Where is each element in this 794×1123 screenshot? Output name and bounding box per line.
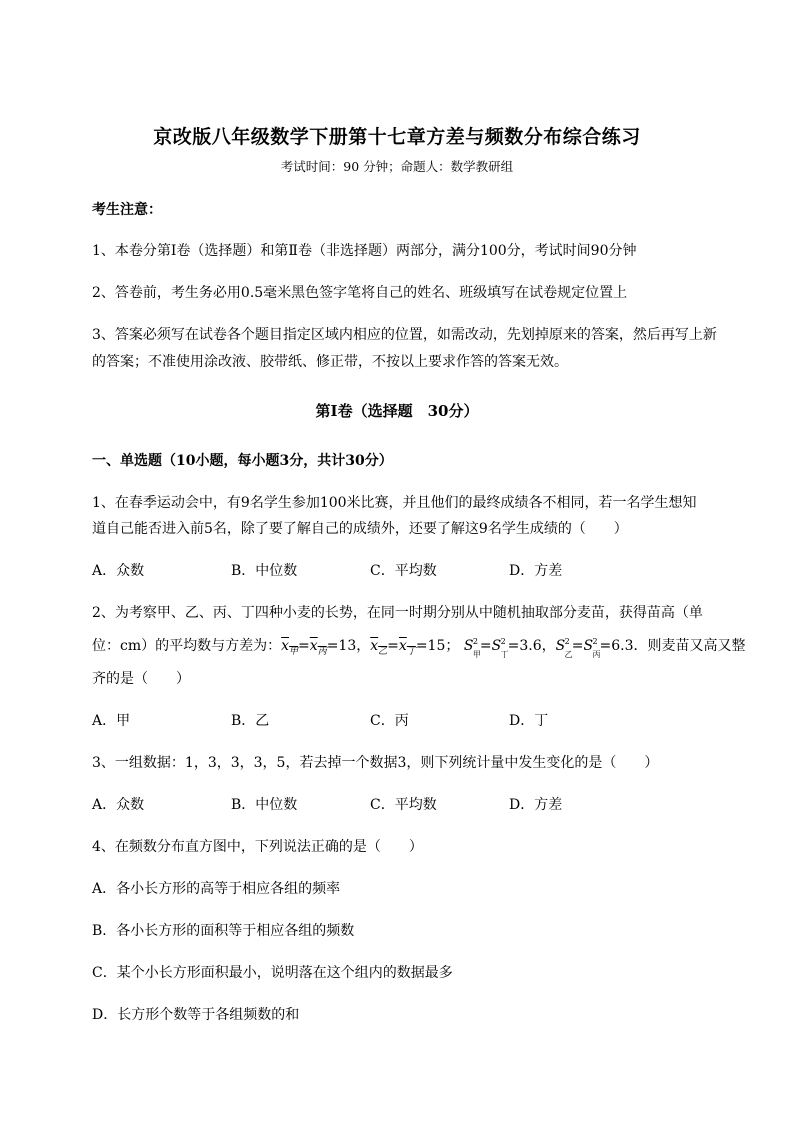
question-2-option-a[interactable]: A．甲 — [92, 713, 131, 729]
question-1-line-2: 道自己能否进入前5名，除了要了解自己的成绩外，还要了解这9名学生成绩的（ ） — [92, 521, 628, 537]
question-3-option-d[interactable]: D．方差 — [509, 797, 563, 813]
mean-x-bing: $x_丙$ — [309, 638, 327, 657]
mean-x-ding: $x_丁$ — [398, 638, 416, 657]
section-title: 第I卷（选择题 30分） — [315, 402, 479, 420]
exam-subtitle: 考试时间：90 分钟；命题人：数学教研组 — [280, 159, 514, 174]
question-4-option-c[interactable]: C．某个小长方形面积最小，说明落在这个组内的数据最多 — [92, 965, 453, 981]
variance-s-yi: S 2 乙 — [555, 637, 573, 659]
question-4-option-d[interactable]: D．长方形个数等于各组频数的和 — [92, 1007, 300, 1023]
question-3-option-a[interactable]: A．众数 — [92, 797, 145, 813]
question-2-line-3: 齐的是（ ） — [92, 671, 190, 687]
part-heading: 一、单选题（10小题，每小题3分，共计30分） — [92, 453, 393, 469]
question-2-option-c[interactable]: C．丙 — [370, 713, 409, 729]
question-4-option-b[interactable]: B．各小长方形的面积等于相应各组的频数 — [92, 923, 355, 939]
variance-s-jia: S 2 甲 — [463, 637, 481, 659]
question-3-option-b[interactable]: B．中位数 — [231, 797, 298, 813]
question-4-line-1: 4、在频数分布直方图中，下列说法正确的是（ ） — [92, 839, 423, 855]
question-1-option-c[interactable]: C．平均数 — [370, 563, 437, 579]
notice-item-2: 2、答卷前，考生务必用0.5毫米黑色签字笔将自己的姓名、班级填写在试卷规定位置上 — [92, 285, 628, 301]
question-2-option-b[interactable]: B．乙 — [231, 713, 270, 729]
notice-item-1: 1、本卷分第I卷（选择题）和第Ⅱ卷（非选择题）两部分，满分100分，考试时间90分钟 — [92, 243, 637, 259]
question-4-option-a[interactable]: A．各小长方形的高等于相应各组的频率 — [92, 881, 341, 897]
question-1-option-b[interactable]: B．中位数 — [231, 563, 298, 579]
variance-s-ding: S 2 丁 — [491, 637, 509, 659]
question-3-line-1: 3、一组数据：1，3，3，3，5，若去掉一个数据3，则下列统计量中发生变化的是（ ） — [92, 755, 659, 771]
mean-x-yi: $x_乙$ — [370, 638, 388, 657]
question-2-option-d[interactable]: D．丁 — [509, 713, 549, 729]
question-1-option-a[interactable]: A．众数 — [92, 563, 145, 579]
exam-title: 京改版八年级数学下册第十七章方差与频数分布综合练习 — [153, 126, 641, 148]
notice-item-3: 3、答案必须写在试卷各个题目指定区域内相应的位置，如需改动，先划掉原来的答案，然后再写上新 — [92, 327, 717, 343]
question-2-line-2: 位：cm）的平均数与方差为：$x_甲=x_丙=13$，$x_乙=x_丁=15$； S 2 甲 =S 2 丁 =3.6，S 2 乙 =S 2 丙 =6.3．则麦苗又高又整 — [92, 637, 746, 659]
question-1-option-d[interactable]: D．方差 — [509, 563, 563, 579]
mean-x-jia: $x_甲$ — [281, 638, 299, 657]
question-2-line-2-text: 位：cm）的平均数与方差为： — [92, 638, 282, 654]
notice-item-3-cont: 的答案；不准使用涂改液、胶带纸、修正带，不按以上要求作答的答案无效。 — [92, 354, 568, 370]
notice-heading: 考生注意： — [92, 202, 162, 218]
question-3-option-c[interactable]: C．平均数 — [370, 797, 437, 813]
question-2-line-1: 2、为考察甲、乙、丙、丁四种小麦的长势，在同一时期分别从中随机抽取部分麦苗，获得苗高（单 — [92, 605, 703, 621]
question-1-line-1: 1、在春季运动会中，有9名学生参加100米比赛，并且他们的最终成绩各不相同，若一名学生想知 — [92, 495, 697, 511]
variance-s-bing: S 2 丙 — [583, 637, 601, 659]
